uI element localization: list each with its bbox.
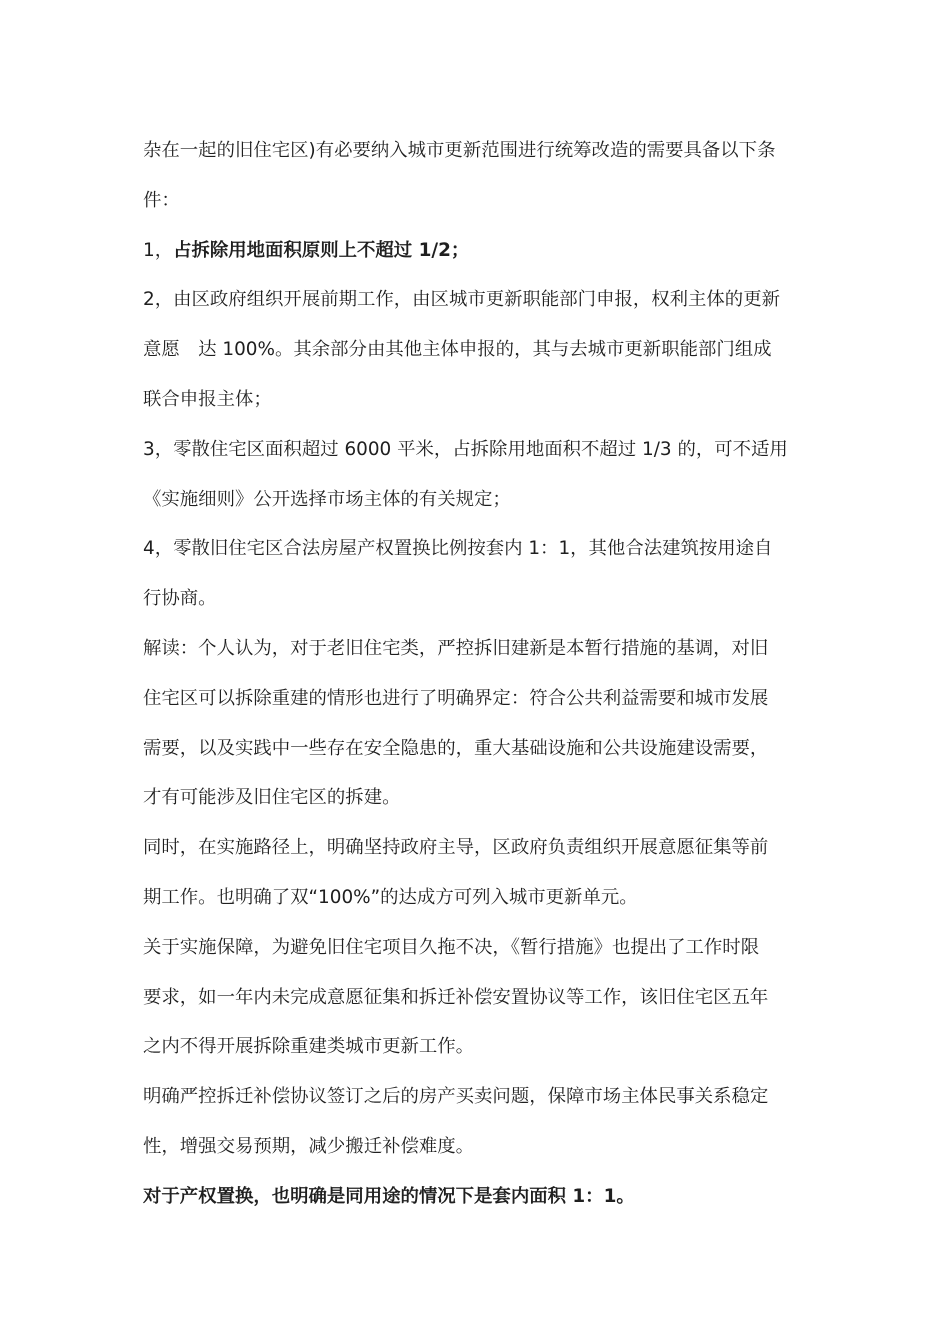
text-line: 联合申报主体； [143,388,272,410]
text-line: 杂在一起的旧住宅区)有必要纳入城市更新范围进行统筹改造的需要具备以下条 [143,140,776,161]
paragraph-interpretation [143,624,823,823]
text-line: 意愿 达 100%。其余部分由其他主体申报的，其与去城市更新职能部门组成 [143,339,772,361]
paragraph-item-3 [143,425,823,525]
document-body [143,126,823,1222]
bold-text: 占拆除用地面积原则上不超过 1/2； [173,239,470,261]
text-line: 明确严控拆迁补偿协议签订之后的房产买卖问题，保障市场主体民事关系稳定 [143,1086,769,1108]
text-line: 关于实施保障，为避免旧住宅项目久拖不决，《暂行措施》也提出了工作时限 [143,936,760,958]
paragraph-intro [143,126,823,226]
paragraph-guarantee [143,923,823,1072]
text-line: 期工作。也明确了双“100%”的达成方可列入城市更新单元。 [143,886,638,908]
text-line: 性，增强交易预期，减少搬迁补偿难度。 [143,1135,475,1157]
paragraph-property-swap [143,1172,823,1222]
text-line: 4，零散旧住宅区合法房屋产权置换比例按套内 1：1，其他合法建筑按用途自 [143,538,773,560]
text-line [143,226,823,276]
text-line: 之内不得开展拆除重建类城市更新工作。 [143,1036,475,1058]
paragraph-item-4 [143,524,823,624]
text-line: 解读：个人认为，对于老旧住宅类，严控拆旧建新是本暂行措施的基调，对旧 [143,637,769,659]
text-line: 件： [143,189,180,211]
text-line: 3，零散住宅区面积超过 6000 平米，占拆除用地面积不超过 1/3 的，可不适用 [143,438,788,460]
text-line: 同时，在实施路径上，明确坚持政府主导，区政府负责组织开展意愿征集等前 [143,837,769,859]
text-line: 才有可能涉及旧住宅区的拆建。 [143,787,401,809]
text-line: 行协商。 [143,588,217,610]
text-line: 2，由区政府组织开展前期工作，由区城市更新职能部门申报，权利主体的更新 [143,289,780,311]
text-line: 住宅区可以拆除重建的情形也进行了明确界定：符合公共利益需要和城市发展 [143,687,769,709]
text-line: 要求，如一年内未完成意愿征集和拆迁补偿安置协议等工作，该旧住宅区五年 [143,986,769,1008]
paragraph-trading [143,1072,823,1172]
paragraph-item-1 [143,226,823,276]
text-line: 需要，以及实践中一些存在安全隐患的，重大基础设施和公共设施建设需要， [143,737,769,759]
paragraph-path [143,823,823,923]
text-line: 《实施细则》公开选择市场主体的有关规定； [143,488,511,510]
text-line: 对于产权置换，也明确是同用途的情况下是套内面积 1：1。 [143,1185,635,1207]
paragraph-item-2 [143,275,823,424]
item-number: 1， [143,239,174,261]
